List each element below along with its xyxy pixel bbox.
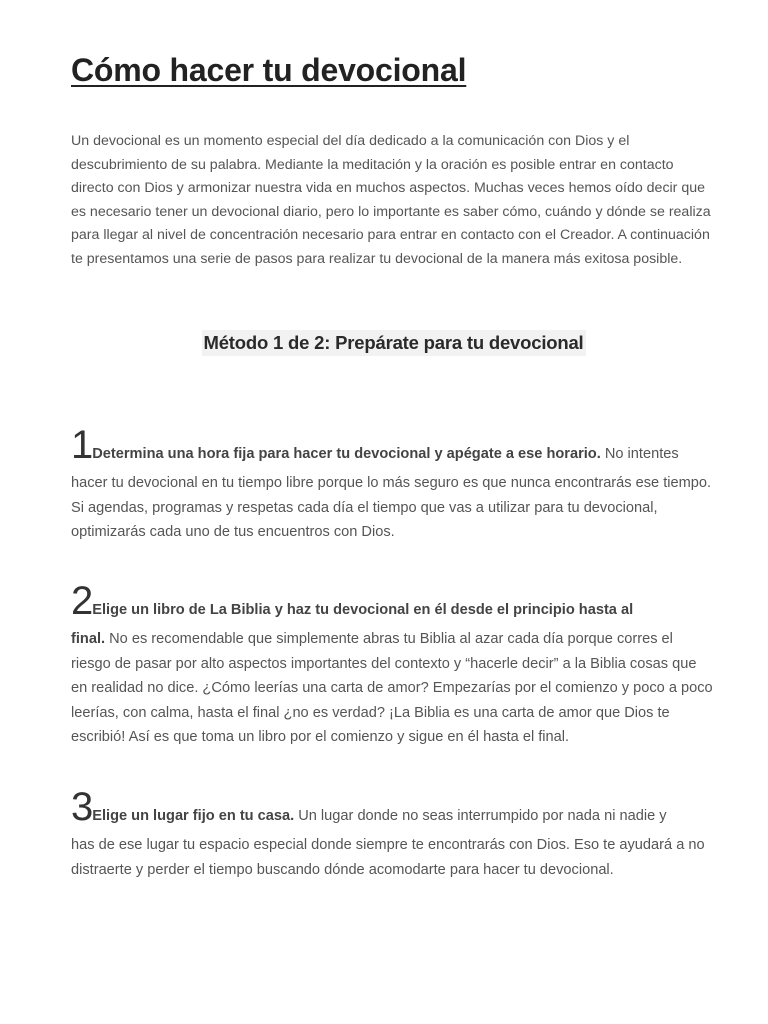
step-first-line-text: No intentes (600, 446, 679, 462)
step-3-first-line (71, 785, 716, 829)
step-2 (71, 579, 716, 750)
step-number: 3 (71, 785, 93, 829)
step-body: No es recomendable que simplemente abras tu Biblia al azar cada día porque corres el riesgo de pasar por alto aspectos importantes del contexto y “hacerle decir” a la Biblia cosas que en realidad no dice. ¿Cómo leerías una carta de amor? Empezarías por el comienzo y poco a poco leerías, con calma, hasta el final ¿no es verdad? ¡La Biblia es una carta de amor que Dios te escribió! Así es que toma un libro por el comienzo y sigue en él hasta el final. (71, 631, 713, 745)
step-2-rest (71, 627, 716, 750)
step-1-first-line (71, 423, 716, 467)
step-lead: Elige un libro de La Biblia y haz tu devocional en él desde el principio hasta al (92, 602, 634, 618)
step-number: 1 (71, 423, 93, 467)
step-2-first-line (71, 579, 716, 623)
step-1 (71, 423, 716, 545)
step-body: hacer tu devocional en tu tiempo libre porque lo más seguro es que nunca encontrarás ese tiempo. Si agendas, programas y respetas cada día el tiempo que vas a utilizar para tu devocional, optimizarás cada uno de tus encuentros con Dios. (71, 475, 712, 540)
step-number: 2 (71, 579, 93, 623)
step-lead-continued: final. (71, 631, 106, 647)
intro-paragraph: Un devocional es un momento especial del día dedicado a la comunicación con Dios y el descubrimiento de su palabra. Mediante la meditación y la oración es posible entrar en contacto directo con Dios y armonizar nuestra vida en muchos aspectos. Muchas veces hemos oído decir que es necesario tener un devocional diario, pero lo importante es saber cómo, cuándo y dónde se realiza para llegar al nivel de concentración necesario para entrar en contacto con el Creador. A continuación te presentamos una serie de pasos para realizar tu devocional de la manera más exitosa posible. (71, 133, 711, 267)
step-lead: Determina una hora fija para hacer tu devocional y apégate a ese horario. (92, 446, 601, 462)
step-3 (71, 785, 716, 882)
step-first-line-text: Un lugar donde no seas interrumpido por nada ni nadie y (294, 808, 667, 824)
method-heading: Método 1 de 2: Prepárate para tu devocional (202, 330, 586, 356)
step-body: has de ese lugar tu espacio especial donde siempre te encontrarás con Dios. Eso te ayudará a no distraerte y perder el tiempo buscando dónde acomodarte para hacer tu devocional. (71, 837, 705, 878)
page-title: Cómo hacer tu devocional (71, 52, 467, 88)
method-heading-container (71, 330, 716, 356)
step-lead: Elige un lugar fijo en tu casa. (92, 808, 295, 824)
